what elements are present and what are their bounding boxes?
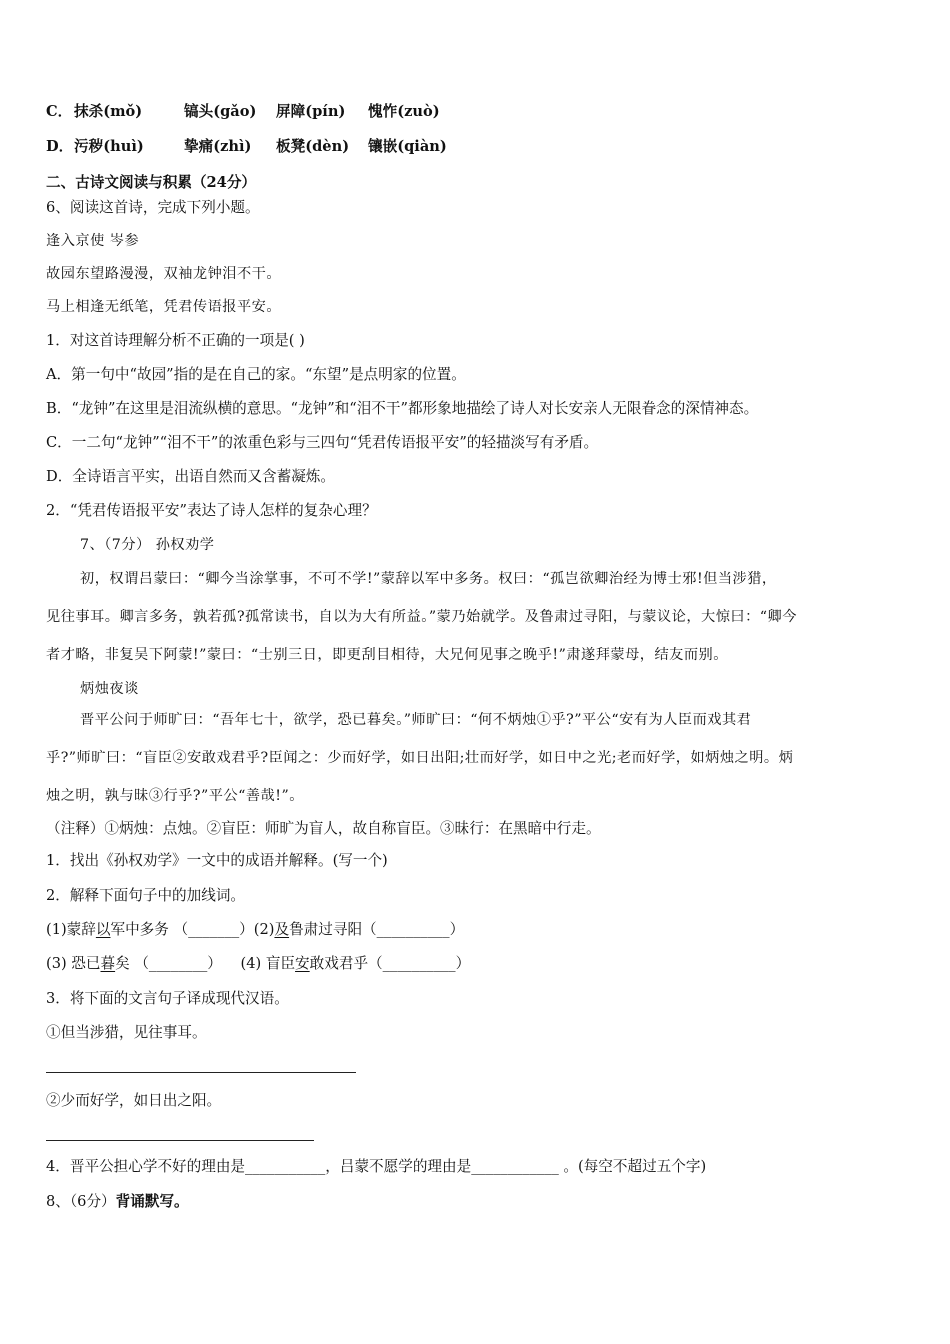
passage-title: 炳烛夜谈 [80,681,139,697]
q6-option-c: C．一二句“龙钟”“泪不干”的浓重色彩与三四句“凭君传语报平安”的轻描淡写有矛盾。 [46,434,599,451]
option-word: 抹杀(mǒ) [74,103,143,120]
passage-line: 烛之明，孰与昧③行乎?”平公“善哉!”。 [46,788,304,804]
option-word: 镶嵌(qiàn) [368,138,447,155]
option-word: 屏障(pín) [276,103,346,120]
poem-line: 马上相逢无纸笔，凭君传语报平安。 [46,299,282,315]
q6-intro: 6、阅读这首诗，完成下列小题。 [46,199,260,216]
q7-sub2-row2 [46,954,470,974]
passage-line: 乎?”师旷曰：“盲臣②安敢戏君乎?臣闻之：少而好学，如日出阳;壮而好学，如日中之光;老而好学，如炳烛之明。炳 [46,750,794,766]
option-word: 板凳(dèn) [276,138,350,155]
answer-line[interactable] [46,1072,356,1073]
q7-sub3: 3．将下面的文言句子译成现代汉语。 [46,990,289,1007]
option-d-row [46,137,478,157]
item-suffix: 军中多务 （_______） [110,921,254,938]
passage-line: 见往事耳。卿言多务，孰若孤?孤常读书，自以为大有所益。”蒙乃始就学。及鲁肃过寻阳，与蒙议论，大惊曰：“卿今 [46,609,797,625]
translate-sentence-1: ①但当涉猎，见往事耳。 [46,1024,207,1041]
poem-title: 逢入京使 岑参 [46,233,140,249]
option-word: 污秽(huì) [74,138,144,155]
item-suffix: 敢戏君乎（__________） [309,955,471,972]
option-word: 镐头(gǎo) [184,103,257,120]
q6-option-d: D．全诗语言平实，出语自然而又含蓄凝炼。 [46,468,335,485]
option-word: 愧怍(zuò) [368,103,440,120]
underlined-word: 安 [295,955,310,972]
item-prefix: (3) 恐已 [46,955,101,972]
option-word: 挚痛(zhì) [184,138,252,155]
underlined-word: 以 [95,921,111,938]
q6-sub2: 2．“凭君传语报平安”表达了诗人怎样的复杂心理？ [46,502,377,519]
item-suffix: 矣 （________） [115,955,227,972]
item-prefix: (1)蒙辞 [46,921,96,938]
q8-prefix: 8、（6分） [46,1193,116,1210]
q7-heading: 7、（7分） 孙权劝学 [80,537,215,553]
answer-line[interactable] [46,1140,314,1141]
option-c-row [46,102,478,122]
passage-line: 初，权谓吕蒙曰：“卿今当涂掌事，不可不学!”蒙辞以军中多务。权曰：“孤岂欲卿治经为博士邪!但当涉猎， [80,571,777,587]
passage-line: 者才略，非复吴下阿蒙!”蒙曰：“士别三日，即更刮目相待，大兄何见事之晚乎!”肃遂拜蒙母，结友而别。 [46,647,728,663]
annotation-notes: （注释）①炳烛：点烛。②盲臣：师旷为盲人，故自称盲臣。③昧行：在黑暗中行走。 [46,820,601,837]
section-title: 二、古诗文阅读与积累（24分） [46,174,257,191]
underlined-word: 暮 [100,955,116,972]
q7-sub4: 4．晋平公担心学不好的理由是___________，吕蒙不愿学的理由是____________ 。(每空不超过五个字) [46,1158,707,1175]
translate-sentence-2: ②少而好学，如日出之阳。 [46,1092,222,1109]
item-prefix: (4) 盲臣 [240,955,296,972]
underlined-word: 及 [274,921,290,938]
q6-option-a: A．第一句中“故园”指的是在自己的家。“东望”是点明家的位置。 [46,366,466,383]
q8-heading [46,1192,189,1212]
q6-sub1: 1．对这首诗理解分析不正确的一项是( ) [46,332,305,349]
q8-title: 背诵默写。 [115,1193,189,1210]
option-label: C． [46,103,73,120]
q7-sub2-row1 [46,920,464,940]
q6-option-b: B．“龙钟”在这里是泪流纵横的意思。“龙钟”和“泪不干”都形象地描绘了诗人对长安亲人无限眷念的深情神态。 [46,400,759,417]
q7-sub2: 2．解释下面句子中的加线词。 [46,887,246,904]
passage-line: 晋平公问于师旷曰：“吾年七十，欲学，恐已暮矣。”师旷曰：“何不炳烛①乎?”平公“安有为人臣而戏其君 [80,712,752,728]
q7-sub1: 1．找出《孙权劝学》一文中的成语并解释。(写一个) [46,852,388,869]
item-suffix: 鲁肃过寻阳（__________） [289,921,465,938]
option-label: D． [46,138,74,155]
item-prefix: (2) [253,921,275,938]
poem-line: 故园东望路漫漫，双袖龙钟泪不干。 [46,266,282,282]
